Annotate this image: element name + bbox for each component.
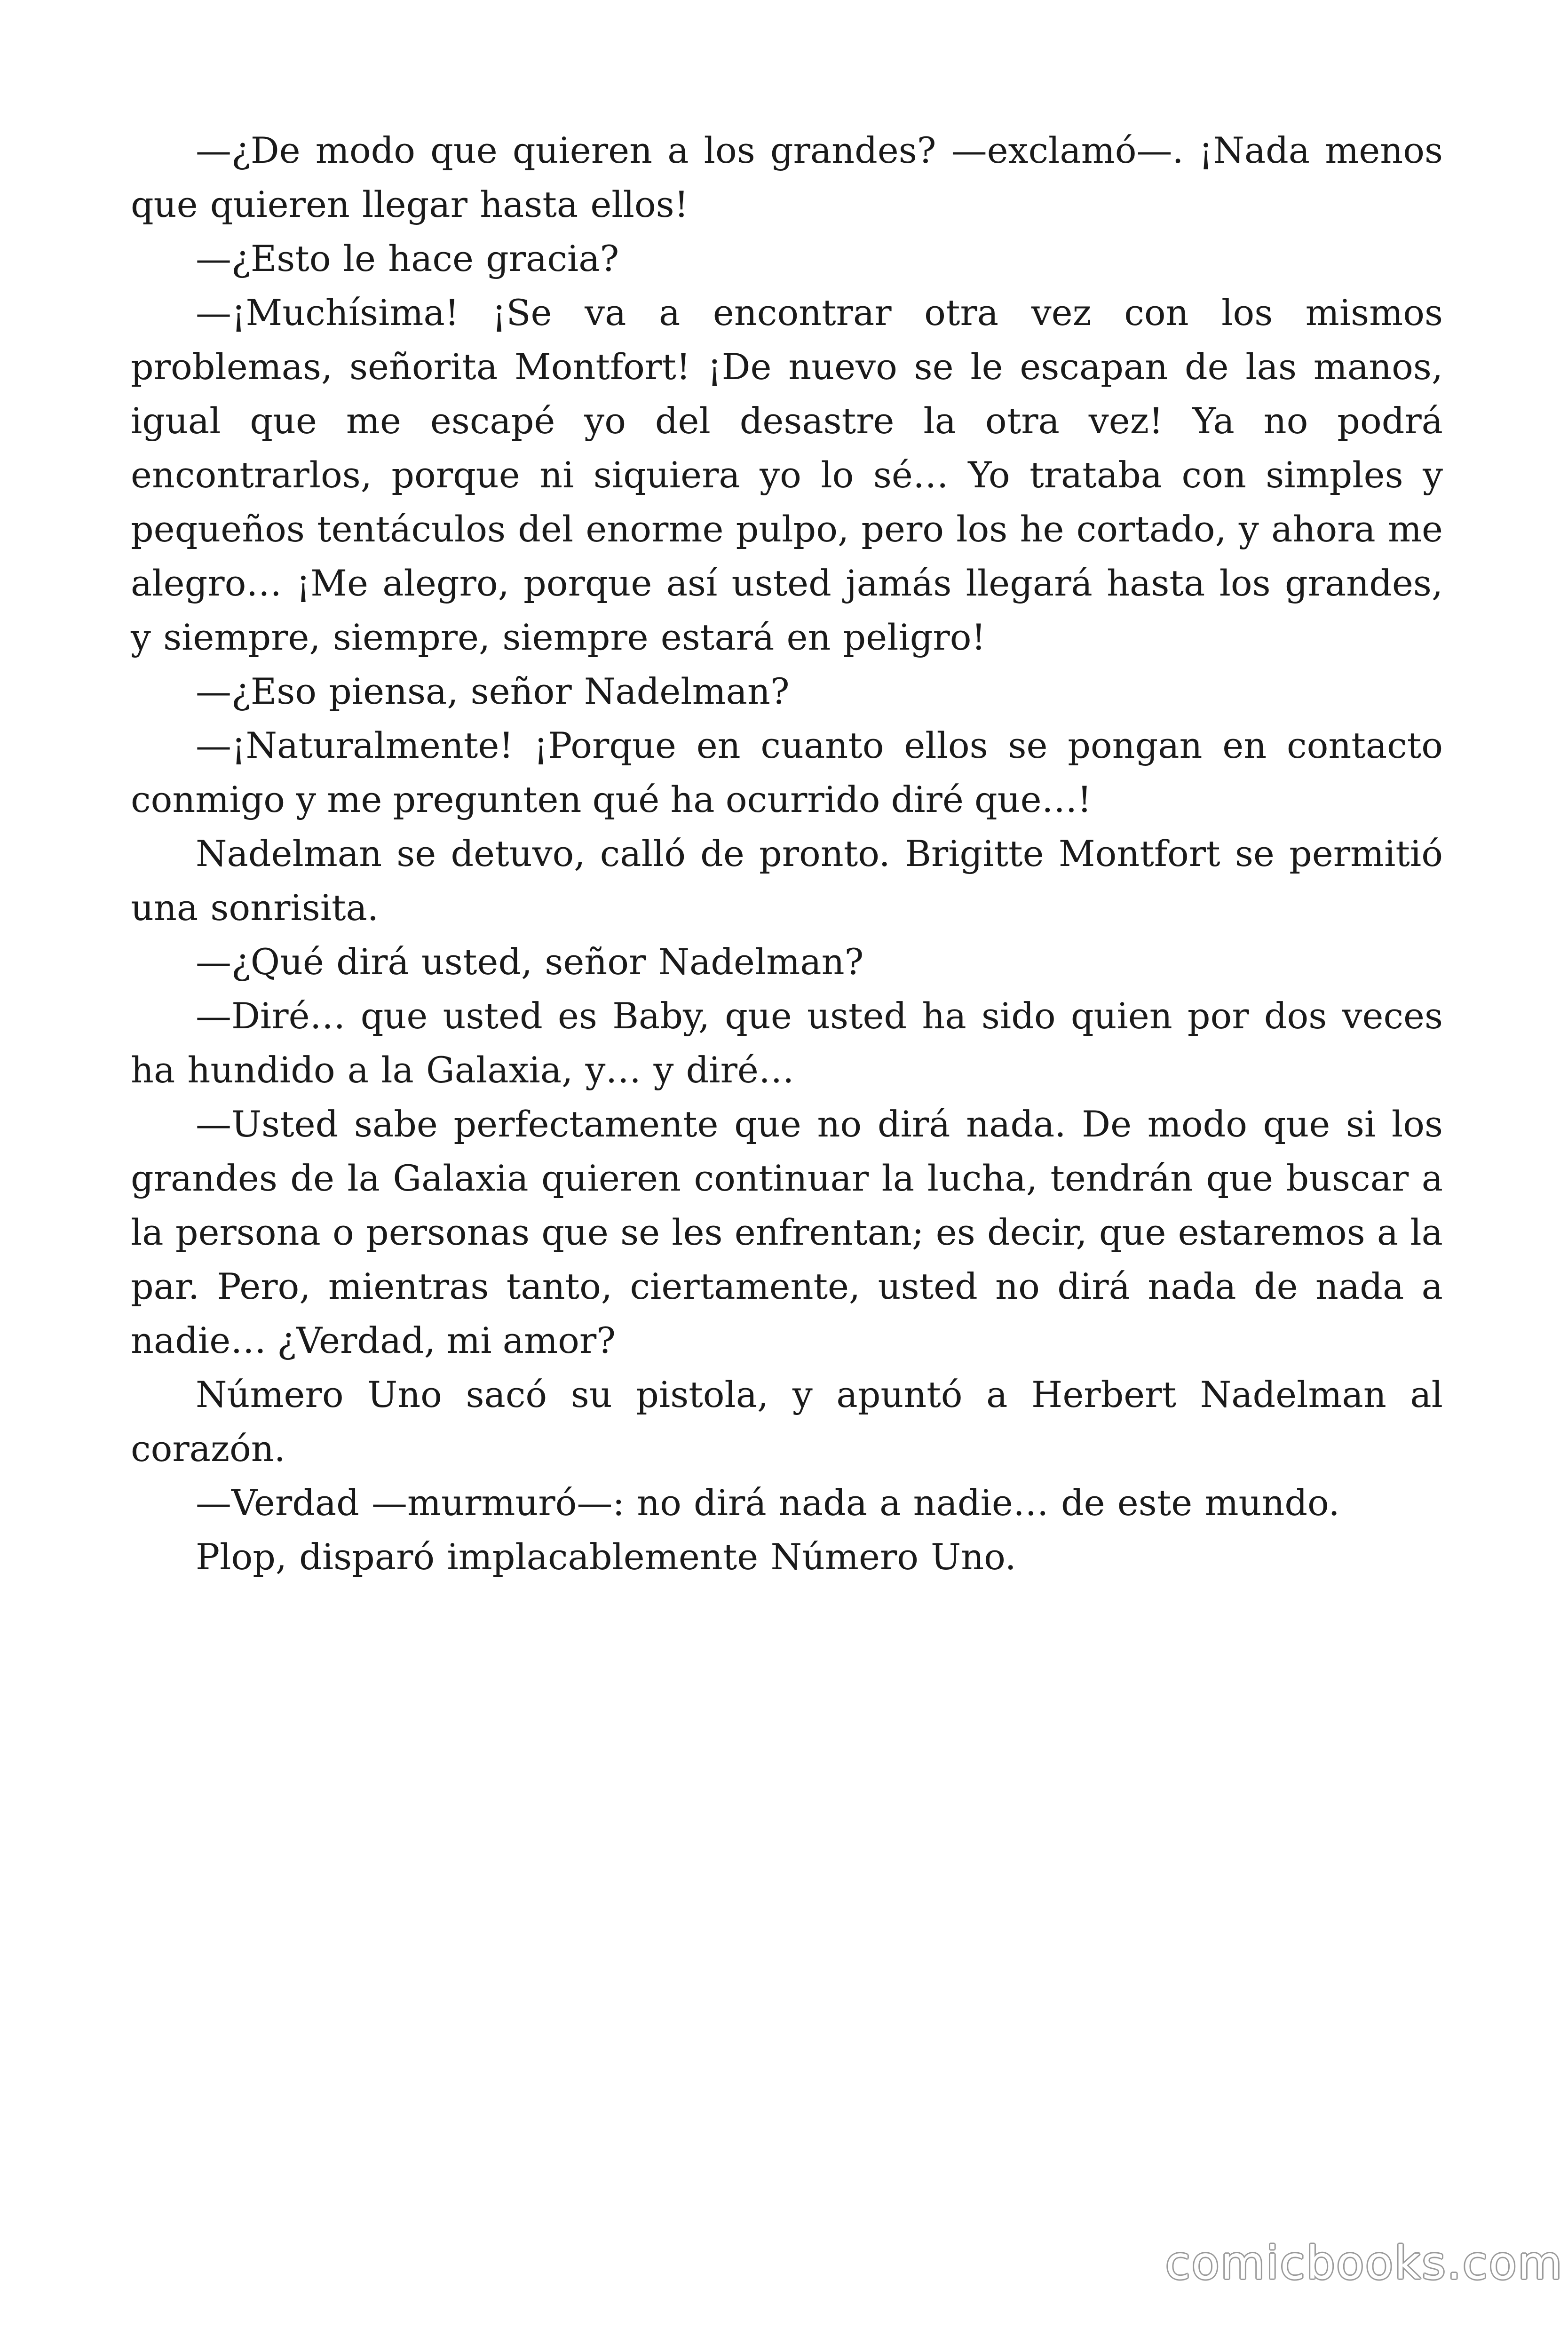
- paragraph: —Diré… que usted es Baby, que usted ha sido quien por dos veces ha hundido a la Galaxia, y… y diré…: [131, 995, 1443, 1091]
- paragraph: —¿Eso piensa, señor Nadelman?: [196, 670, 790, 712]
- paragraph: Nadelman se detuvo, calló de pronto. Brigitte Montfort se permitió una sonrisita.: [131, 833, 1443, 929]
- paragraph: —¿De modo que quieren a los grandes? —exclamó—. ¡Nada menos que quieren llegar hasta ellos!: [131, 129, 1443, 225]
- watermark-logo: comicbooks.com: [1165, 2237, 1564, 2289]
- paragraph: Número Uno sacó su pistola, y apuntó a Herbert Nadelman al corazón.: [131, 1374, 1443, 1470]
- paragraph: —Verdad —murmuró—: no dirá nada a nadie… de este mundo.: [196, 1482, 1340, 1524]
- paragraph: —¿Esto le hace gracia?: [196, 238, 619, 279]
- paragraph: —Usted sabe perfectamente que no dirá nada. De modo que si los grandes de la Galaxia quieren continuar la lucha, tendrán que buscar a la persona o personas que se les enfrentan; es decir, que estaremos a la par. Pero, mientras tanto, ciertamente, usted no dirá nada de nada a nadie… ¿Verdad, mi amor?: [131, 1103, 1443, 1361]
- paragraph: —¡Naturalmente! ¡Porque en cuanto ellos se pongan en contacto conmigo y me pregunten qué ha ocurrido diré que…!: [131, 724, 1443, 820]
- paragraph: —¿Qué dirá usted, señor Nadelman?: [196, 941, 864, 983]
- paragraph: —¡Muchísima! ¡Se va a encontrar otra vez con los mismos problemas, señorita Montfort! ¡De nuevo se le escapan de las manos, igual que me escapé yo del desastre la otra vez! Ya no podrá encontrarlos, porque ni siquiera yo lo sé… Yo trataba con simples y pequeños tentáculos del enorme pulpo, pero los he cortado, y ahora me alegro… ¡Me alegro, porque así usted jamás llegará hasta los grandes, y siempre, siempre, siempre estará en peligro!: [131, 292, 1443, 658]
- paragraph: Plop, disparó implacablemente Número Uno.: [196, 1536, 1016, 1578]
- page-text-body: [131, 123, 1443, 1584]
